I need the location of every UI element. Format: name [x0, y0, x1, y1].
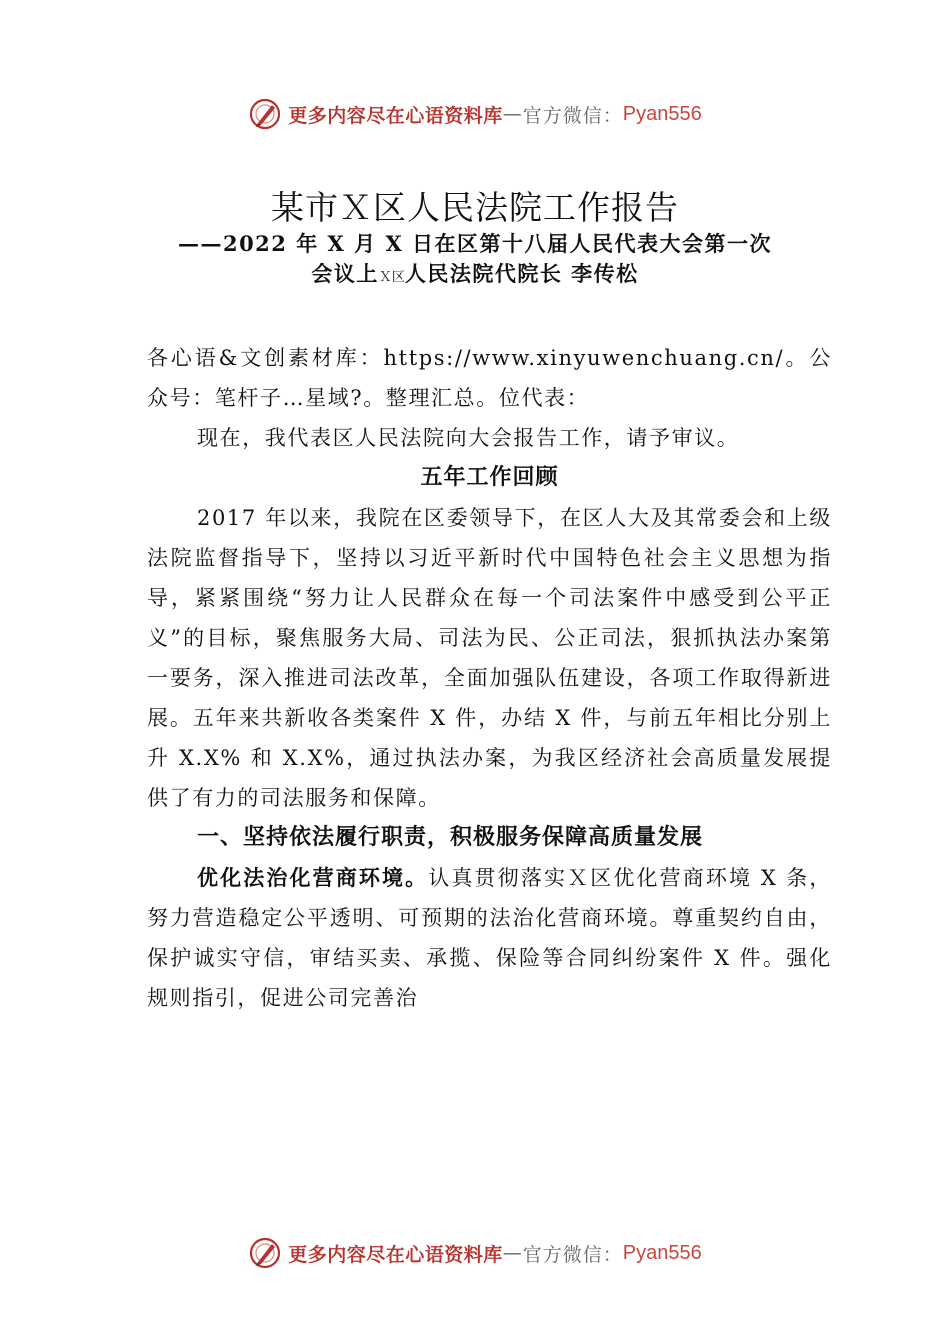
document-title: 某市Ｘ区人民法院工作报告: [271, 188, 679, 227]
opening-paragraph: 现在，我代表区人民法院向大会报告工作，请予审议。: [197, 426, 740, 450]
business-lead: 优化法治化营商环境。: [197, 865, 429, 890]
footer-banner: [0, 1233, 950, 1273]
subtitle-part-small: Ｘ区: [378, 270, 405, 285]
section-heading-1: 一、坚持依法履行职责，积极服务保障高质量发展: [197, 825, 704, 850]
business-text: 认真贯彻落实Ｘ区优化营商环境 X 条，努力营造稳定公平透明、可预期的法治化营商环境。尊重契约自由，保护诚实守信，审结买卖、承揽、保险等合同纠纷案件 X 件。强化规则指引，促进公司完善治: [147, 866, 832, 1010]
pen-logo-icon: [248, 97, 282, 131]
header-banner: [0, 94, 950, 134]
pen-logo-icon: [248, 1236, 282, 1270]
review-paragraph: 2017 年以来，我院在区委领导下，在区人大及其常委会和上级法院监督指导下，坚持以习近平新时代中国特色社会主义思想为指导，紧紧围绕“努力让人民群众在每一个司法案件中感受到公平正义”的目标，聚焦服务大局、司法为民、公正司法，狠抓执法办案第一要务，深入推进司法改革，全面加强队伍建设，各项工作取得新进展。五年来共新收各类案件 X 件，办结 X 件，与前五年相比分别上升 X.X% 和 X.X%，通过执法办案，为我区经济社会高质量发展提供了有力的司法服务和保障。: [147, 506, 832, 810]
document-body: [147, 338, 832, 1018]
document-subtitle-line2: [0, 258, 950, 294]
business-paragraph: [147, 858, 832, 1018]
banner-dash: —: [502, 103, 523, 125]
document-subtitle-line1: ——2022 年 X 月 X 日在区第十八届人民代表大会第一次: [177, 231, 773, 256]
banner-dash: —: [502, 1242, 523, 1264]
banner-official-label: 官方微信：: [522, 1243, 623, 1266]
intro-paragraph: 各心语&文创素材库：https://www.xinyuwenchuang.cn/。公众号：笔杆子…星域?。整理汇总。位代表：: [147, 346, 832, 410]
subtitle-part-b: 人民法院代院长 李传松: [404, 261, 639, 286]
subtitle-part-a: 会议上: [311, 261, 379, 286]
banner-handle: Pyan556: [622, 1241, 702, 1264]
heading-review: 五年工作回顾: [420, 465, 559, 490]
banner-main-text: 更多内容尽在心语资料库: [288, 1243, 503, 1266]
banner-main-text: 更多内容尽在心语资料库: [288, 104, 503, 127]
banner-official-label: 官方微信：: [522, 104, 623, 127]
banner-handle: Pyan556: [622, 102, 702, 125]
